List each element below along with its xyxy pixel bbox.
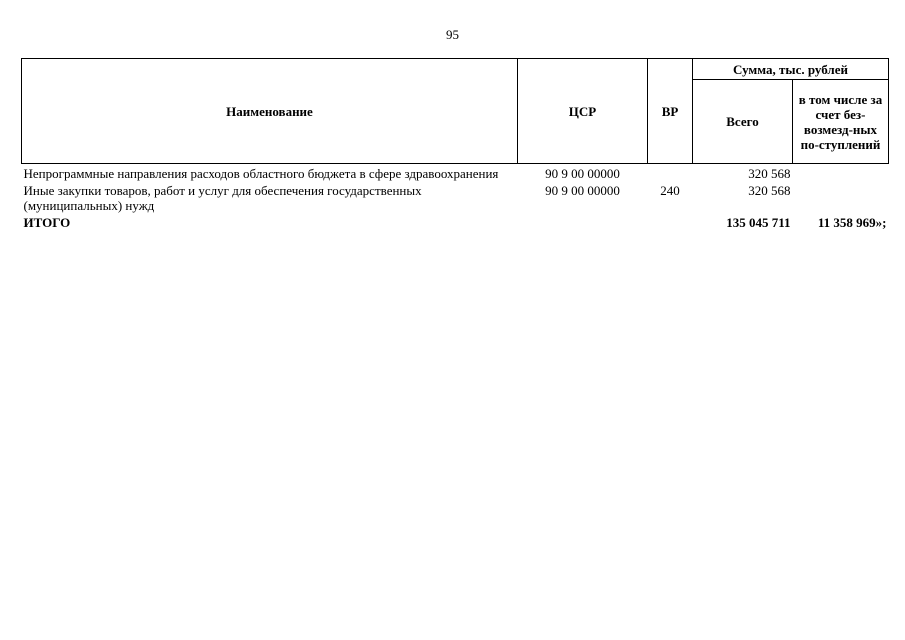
row-vr: 240	[660, 183, 680, 198]
row-csr: 90 9 00 00000	[545, 166, 620, 181]
totals-row	[22, 213, 889, 230]
header-name: Наименование	[22, 59, 518, 164]
row-name: Непрограммные направления расходов областного бюджета в сфере здравоохранения	[23, 166, 499, 181]
header-vr: ВР	[648, 59, 693, 164]
page-number: 95	[446, 27, 459, 42]
header-csr: ЦСР	[518, 59, 648, 164]
row-total: 320 568	[748, 166, 791, 181]
row-vr	[648, 164, 693, 182]
totals-csr-empty	[518, 213, 648, 230]
row-incl	[793, 181, 889, 213]
totals-incl: 11 358 969»;	[817, 215, 887, 230]
row-total: 320 568	[748, 183, 791, 198]
budget-table	[21, 58, 889, 230]
totals-label: ИТОГО	[23, 215, 71, 230]
row-name: Иные закупки товаров, работ и услуг для обеспечения государственных (муниципальных) нужд	[23, 183, 422, 213]
header-total: Всего	[693, 80, 793, 164]
header-sum: Сумма, тыс. рублей	[693, 59, 889, 80]
totals-vr-empty	[648, 213, 693, 230]
row-csr: 90 9 00 00000	[545, 183, 620, 198]
table-row	[22, 164, 889, 182]
table-row	[22, 181, 889, 213]
row-incl	[793, 164, 889, 182]
header-incl: в том числе за счет без-возмезд-ных по-ступлений	[793, 80, 889, 164]
totals-total: 135 045 711	[726, 215, 791, 230]
